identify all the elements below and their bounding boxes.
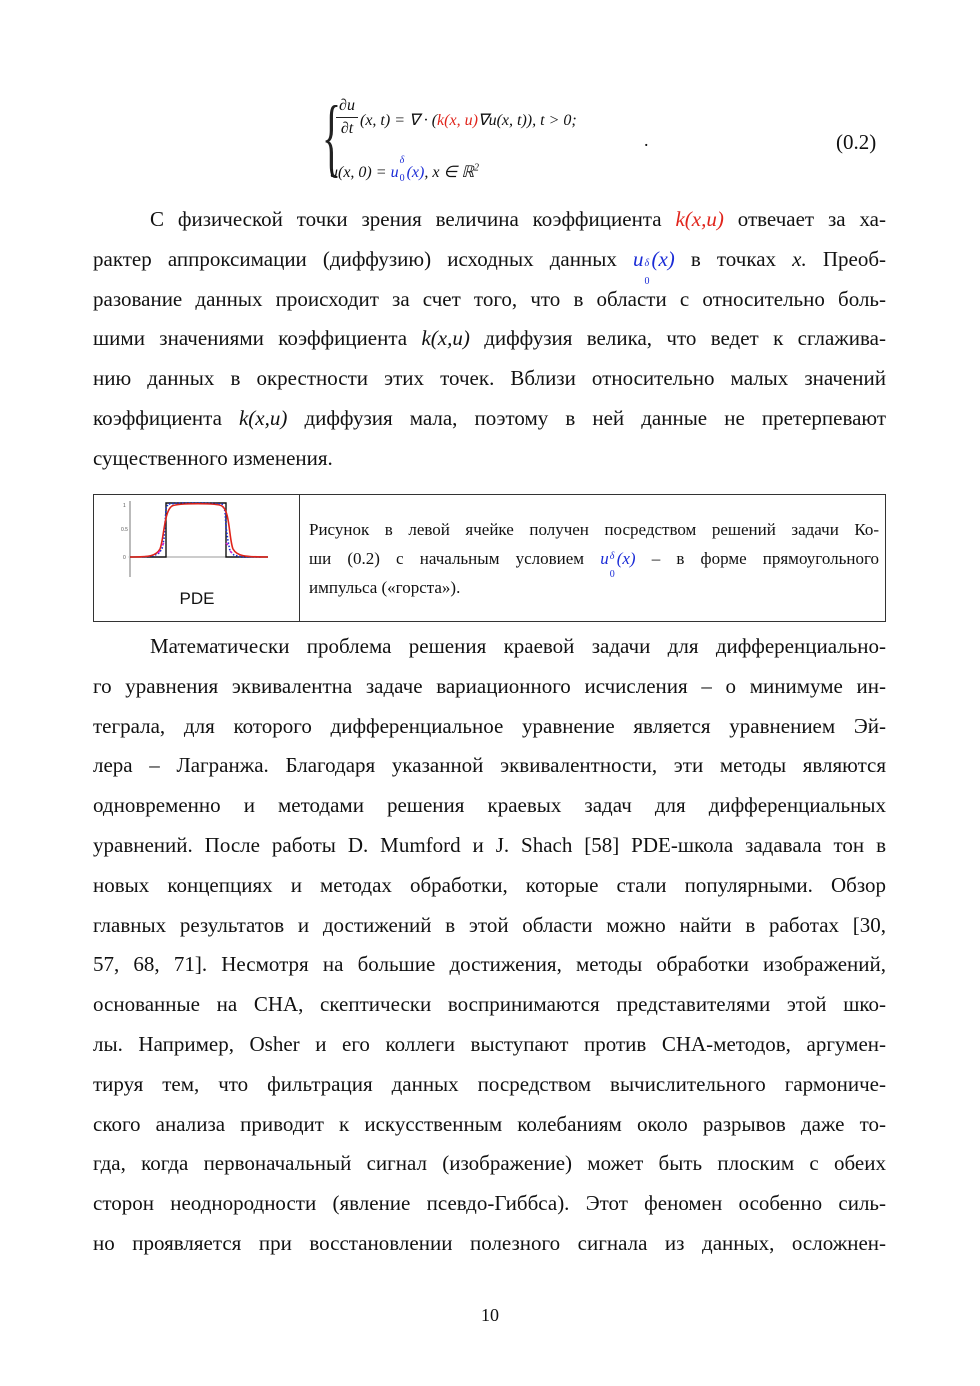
equation-block	[322, 89, 922, 192]
caption-cell	[300, 495, 885, 621]
equation-initial-u: u δ 0 (x)	[390, 155, 425, 184]
para2-line: основанные на CHA, скептически воспринимаются представителями этой шко-	[93, 992, 886, 1017]
pde-pulse-plot	[122, 499, 272, 579]
plot-tick-0: 0	[123, 555, 126, 561]
equation-line-1	[360, 110, 577, 130]
fraction-bar	[336, 117, 358, 118]
para1-line-5: нию данных в окрестности этих точек. Вблизи относительно малых значений	[93, 366, 886, 391]
initial-rectangular-pulse	[130, 503, 268, 557]
para2-line: уравнений. После работы D. Mumford и J. Shach [58] PDE-школа задавала тон в	[93, 832, 886, 857]
partial-derivative-fraction	[336, 96, 358, 139]
caption-line-3: импульса («горста»).	[309, 578, 461, 597]
para2-line: одновременно и методами решения краевых задач для дифференциальных	[93, 793, 886, 818]
equation-line-2-part-b: , x ∈ ℝ	[424, 164, 475, 181]
equation-number: (0.2)	[836, 130, 877, 154]
para1-line-3: разование данных происходит за счет того, что в области с относительно боль-	[93, 286, 886, 311]
equation-coefficient-k: k(x, u)	[437, 112, 478, 129]
figure-caption	[309, 515, 879, 602]
pde-smoothed-curve	[130, 504, 268, 557]
para1-line-7: существенного изменения.	[93, 445, 333, 470]
para1-line-1: С физической точки зрения величина коэффициента k(x,u) отвечает за ха-	[150, 207, 886, 231]
page-number: 10	[481, 1305, 499, 1325]
para1-line-4: шими значениями коэффициента k(x,u) диффузия велика, что ведет к сглажива-	[93, 326, 886, 351]
plot-tick-1: 1	[123, 503, 126, 509]
para2-line: но проявляется при восстановлении полезного сигнала из данных, осложнен-	[93, 1230, 886, 1255]
para2-line: 57, 68, 71]. Несмотря на большие достижения, методы обработки изображений,	[93, 952, 886, 977]
plot-tick-05: 0.5	[121, 527, 128, 533]
paragraph-1	[93, 200, 886, 479]
para2-line: ского анализа приводит к искусственным колебаниям около разрывов даже то-	[93, 1111, 886, 1136]
para2-line: новых концепциях и методах обработки, которые стали популярными. Обзор	[93, 872, 886, 897]
equation-line-1-part-a: (x, t) = ∇ · (	[360, 112, 438, 129]
para2-line: Математически проблема решения краевой задачи для дифференциально-	[150, 634, 886, 658]
para2-line: лы. Например, Osher и его коллеги выступают против CHA-методов, аргумен-	[93, 1031, 886, 1056]
equation-line-1-part-b: ∇u(x, t)), t > 0;	[477, 112, 577, 129]
equation-brace: {	[322, 89, 342, 186]
caption-line-2: ши (0.2) с начальным условием u δ 0 (x) – в форме прямоугольного	[309, 549, 880, 580]
equation-line-2	[330, 155, 480, 184]
equation-power: 2	[474, 162, 480, 174]
para2-line: главных результатов и достижений в этой области можно найти в работах [30,	[93, 912, 886, 937]
figure-label: PDE	[179, 589, 215, 608]
para2-line: сторон неоднородности (явление псевдо-Гиббса). Этот феномен особенно силь-	[93, 1191, 886, 1216]
para2-line: гда, когда первоначальный сигнал (изображение) может быть плоским с обеих	[93, 1151, 886, 1176]
paragraph-2	[93, 627, 886, 1264]
fraction-numerator: ∂u	[339, 97, 355, 114]
inline-initial-u: u δ 0 (x)	[632, 246, 675, 287]
caption-line-1: Рисунок в левой ячейке получен посредством решений задачи Ко-	[309, 520, 879, 539]
caption-initial-u: u δ 0 (x)	[600, 549, 636, 580]
para2-line: лера – Лагранжа. Благодаря указанной эквивалентности, эти методы являются	[93, 753, 886, 778]
fraction-denominator: ∂t	[340, 120, 354, 137]
figure-table	[93, 494, 886, 622]
para1-line-2: рактер аппроксимации (диффузию) исходных данных u δ 0 (x) в точках x. Преоб-	[93, 246, 886, 287]
para2-line: го уравнения эквивалентна задаче вариационного исчисления – о минимуме ин-	[93, 673, 886, 698]
equation-period: .	[644, 130, 649, 150]
para2-line: тируя тем, что фильтрация данных посредством вычислительного гармониче-	[93, 1071, 886, 1096]
para2-line: теграла, для которого дифференциальное уравнение является уравнением Эй-	[93, 713, 886, 738]
para1-line-6: коэффициента k(x,u) диффузия мала, поэтому в ней данные не претерпевают	[93, 405, 887, 430]
equation-line-2-part-a: u(x, 0) =	[330, 164, 391, 181]
pde-markers	[158, 543, 232, 553]
figure-cell	[94, 495, 300, 621]
